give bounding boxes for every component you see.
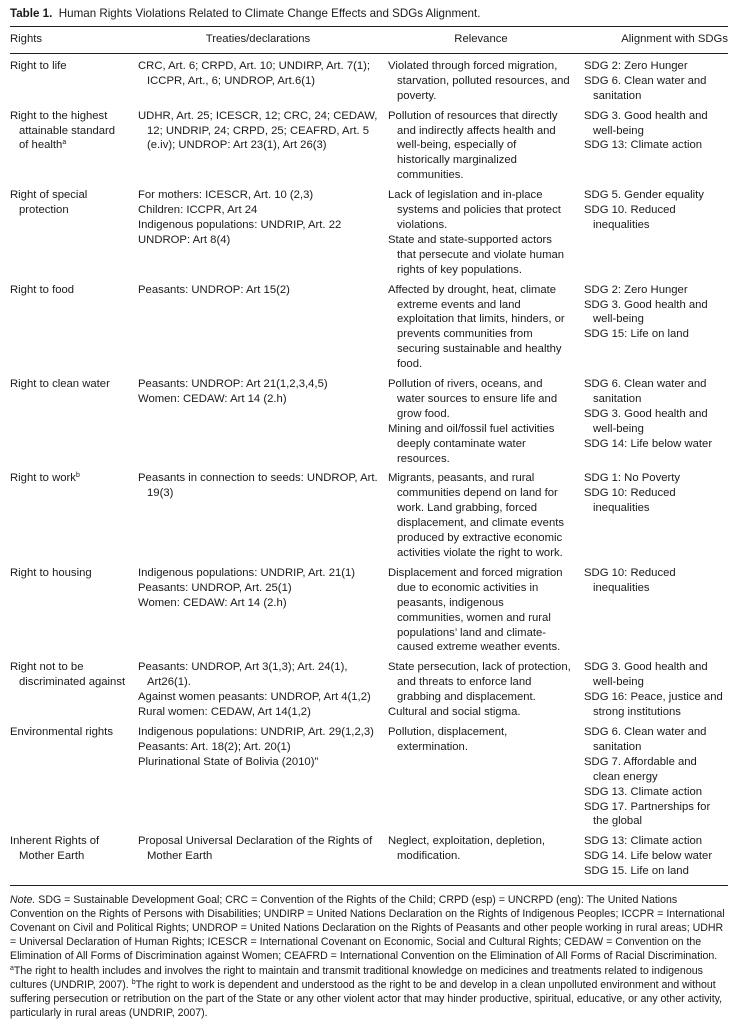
sdg-item: SDG 3. Good health and well-being xyxy=(584,661,708,689)
cell-treaties xyxy=(130,109,386,189)
cell-right xyxy=(10,566,130,660)
treaty-item: Rural women: CEDAW, Art 14(1,2) xyxy=(138,706,311,719)
treaty-item: Proposal Universal Declaration of the Rights of Mother Earth xyxy=(138,835,373,863)
cell-sdgs xyxy=(576,834,728,885)
relevance-item: Violated through forced migration, starvation, polluted resources, and poverty. xyxy=(388,59,570,102)
cell-right xyxy=(10,834,130,885)
cell-treaties xyxy=(130,377,386,471)
cell-sdgs xyxy=(576,188,728,282)
treaty-item: Peasants: Art. 18(2); Art. 20(1) xyxy=(138,740,291,753)
treaty-item: CRC, Art. 6; CRPD, Art. 10; UNDIRP, Art. 7(1); ICCPR, Art., 6; UNDROP, Art.6(1) xyxy=(138,59,371,87)
sdg-item: SDG 7. Affordable and clean energy xyxy=(584,755,697,783)
table-body xyxy=(10,53,728,885)
right-label: Right to housing xyxy=(10,566,92,579)
footnotes xyxy=(10,964,728,1020)
cell-right xyxy=(10,725,130,834)
cell-right xyxy=(10,109,130,189)
footnote-b: The right to work is dependent and understood as the right to be and develop in a clean unpolluted environment and without suffering persecution or retribution on the part of the State or any other violent actor that may hinder productive, spiritual, educative, or any other activity, particularly in rural areas (UNDRIP, 2007). xyxy=(10,978,723,1019)
sdg-item: SDG 14. Life below water xyxy=(584,850,713,863)
cell-treaties xyxy=(130,725,386,834)
right-label: Right not to be discriminated against xyxy=(10,661,126,689)
sdg-item: SDG 2: Zero Hunger xyxy=(584,283,688,296)
cell-right xyxy=(10,377,130,471)
cell-treaties xyxy=(130,834,386,885)
cell-relevance xyxy=(386,660,576,725)
treaty-item: UNDROP: Art 8(4) xyxy=(138,233,231,246)
cell-treaties xyxy=(130,188,386,282)
cell-sdgs xyxy=(576,566,728,660)
treaty-item: For mothers: ICESCR, Art. 10 (2,3) xyxy=(138,189,314,202)
relevance-item: Pollution of resources that directly and indirectly affects health and well-being, especially of historically marginalized communities. xyxy=(388,109,558,182)
cell-relevance xyxy=(386,283,576,377)
cell-sdgs xyxy=(576,471,728,565)
sdg-item: SDG 3. Good health and well-being xyxy=(584,109,708,137)
footnote-marker: b xyxy=(75,472,80,480)
sdg-item: SDG 15: Life on land xyxy=(584,328,689,341)
treaty-item: Peasants in connection to seeds: UNDROP, Art. 19(3) xyxy=(138,472,378,500)
cell-sdgs xyxy=(576,283,728,377)
relevance-item: Neglect, exploitation, depletion, modification. xyxy=(388,835,546,863)
treaty-item: Peasants: UNDROP, Art 3(1,3); Art. 24(1), Art26(1). xyxy=(138,661,348,689)
sdg-item: SDG 13: Climate action xyxy=(584,835,703,848)
note-label: Note. xyxy=(10,894,36,907)
right-label: Right to the highest attainable standard of health xyxy=(10,109,116,152)
cell-right xyxy=(10,283,130,377)
sdg-item: SDG 10. Reduced inequalities xyxy=(584,204,676,231)
sdg-item: SDG 13: Climate action xyxy=(584,139,703,152)
treaty-item: Women: CEDAW: Art 14 (2.h) xyxy=(138,596,287,609)
table-row xyxy=(10,283,728,377)
header-treaties: Treaties/declarations xyxy=(130,27,386,54)
cell-relevance xyxy=(386,53,576,108)
cell-right xyxy=(10,660,130,725)
right-label: Right of special protection xyxy=(10,189,88,217)
right-name xyxy=(10,725,126,740)
table-row xyxy=(10,53,728,108)
cell-sdgs xyxy=(576,377,728,471)
table-row xyxy=(10,471,728,565)
cell-relevance xyxy=(386,566,576,660)
sdg-item: SDG 3. Good health and well-being xyxy=(584,407,708,435)
sdg-item: SDG 6. Clean water and sanitation xyxy=(584,74,707,102)
treaty-item: Peasants: UNDROP, Art. 25(1) xyxy=(138,581,292,594)
cell-treaties xyxy=(130,660,386,725)
cell-right xyxy=(10,471,130,565)
treaty-item: Indigenous populations: UNDRIP, Art. 21(1) xyxy=(138,566,356,579)
cell-relevance xyxy=(386,188,576,282)
cell-right xyxy=(10,188,130,282)
cell-sdgs xyxy=(576,725,728,834)
footnote-a-mark: a xyxy=(10,964,14,972)
table-label: Table 1. xyxy=(10,7,53,20)
footnote-marker: a xyxy=(62,139,67,147)
treaty-item: Against women peasants: UNDROP, Art 4(1,2) xyxy=(138,691,371,704)
right-name xyxy=(10,59,126,74)
right-name xyxy=(10,377,126,392)
cell-relevance xyxy=(386,834,576,885)
footnote-a: The right to health includes and involves the right to maintain and transmit traditional knowledge on medicines and treatments related to indigenous cultures (UNDRIP, 2007). xyxy=(10,964,703,991)
relevance-item: Pollution, displacement, extermination. xyxy=(388,725,508,753)
treaty-item: Peasants: UNDROP: Art 15(2) xyxy=(138,283,290,296)
sdg-item: SDG 1: No Poverty xyxy=(584,472,681,485)
table-row xyxy=(10,109,728,189)
table-notes xyxy=(10,893,728,1020)
sdg-item: SDG 5. Gender equality xyxy=(584,189,704,202)
right-name xyxy=(10,660,126,690)
cell-relevance xyxy=(386,109,576,189)
cell-sdgs xyxy=(576,53,728,108)
table-row xyxy=(10,725,728,834)
sdg-item: SDG 14: Life below water xyxy=(584,437,713,450)
relevance-item: State persecution, lack of protection, and threats to enforce land grabbing and displacement. xyxy=(388,661,571,704)
relevance-item: Affected by drought, heat, climate extreme events and land exploitation that limits, hinders, or prevents communities from securing sustainable and healthy food. xyxy=(388,283,565,371)
header-row xyxy=(10,27,728,54)
cell-treaties xyxy=(130,566,386,660)
sdg-item: SDG 13. Climate action xyxy=(584,785,703,798)
sdg-item: SDG 17. Partnerships for the global xyxy=(584,800,711,828)
relevance-item: Lack of legislation and in-place systems and policies that protect violations. xyxy=(388,189,561,231)
right-label: Right to work xyxy=(10,472,76,485)
treaty-item: Peasants: UNDROP: Art 21(1,2,3,4,5) xyxy=(138,378,328,391)
cell-relevance xyxy=(386,377,576,471)
table-title: Human Rights Violations Related to Climate Change Effects and SDGs Alignment. xyxy=(58,7,481,20)
note-text: SDG = Sustainable Development Goal; CRC = Convention of the Rights of the Child; CRPD (esp) = UNCRPD (eng): The United Nations Convention on the Rights of Persons with Disabilities; UNDIRP = United Nations Declaration on the Rights of Indigenous Peoples; ICCPR = International Covenant on Civil and Political Rights; UNDROP = United Nations Declaration on the Rights of Peasants and other people working in rural areas; UDHR = Universal Declaration of Human Rights; ICESCR = International Covenant on Economic, Social and Cultural Rights; CEDAW = Convention on the Elimination of All Forms of Discrimination against Women; CEAFRD = International Convention on the Elimination of All Forms of Racial Discrimination. xyxy=(10,894,725,963)
right-label: Right to food xyxy=(10,283,75,296)
right-label: Environmental rights xyxy=(10,725,113,738)
cell-treaties xyxy=(130,53,386,108)
relevance-item: Pollution of rivers, oceans, and water sources to ensure life and grow food. xyxy=(388,378,558,420)
rights-table xyxy=(10,26,728,886)
right-name xyxy=(10,109,126,154)
footnote-b-mark: b xyxy=(131,978,136,986)
sdg-item: SDG 2: Zero Hunger xyxy=(584,59,688,72)
cell-treaties xyxy=(130,471,386,565)
right-label: Inherent Rights of Mother Earth xyxy=(10,835,100,863)
relevance-item: Migrants, peasants, and rural communities depend on land for work. Land grabbing, forced displacement, and climate events produced by extractive economic activities violate the right to work. xyxy=(388,472,565,559)
treaty-item: UDHR, Art. 25; ICESCR, 12; CRC, 24; CEDAW, 12; UNDRIP, 24; CRPD, 25; CEAFRD, Art. 5 (e.iv); UNDROP: Art 23(1), Art 26(3) xyxy=(138,109,378,152)
cell-relevance xyxy=(386,725,576,834)
cell-sdgs xyxy=(576,109,728,189)
right-name xyxy=(10,566,126,581)
right-label: Right to life xyxy=(10,59,67,72)
header-sdgs: Alignment with SDGs xyxy=(576,27,728,54)
relevance-item: State and state-supported actors that persecute and violate human rights of key populations. xyxy=(388,233,565,276)
relevance-item: Displacement and forced migration due to economic activities in peasants, indigenous communities, women and rural populations’ land and climate-caused extreme weather events. xyxy=(388,566,563,654)
sdg-item: SDG 10: Reduced inequalities xyxy=(584,566,676,594)
treaty-item: Children: ICCPR, Art 24 xyxy=(138,204,258,217)
right-name xyxy=(10,834,126,864)
right-name xyxy=(10,283,126,298)
right-name xyxy=(10,471,126,486)
sdg-item: SDG 16: Peace, justice and strong institutions xyxy=(584,691,723,719)
table-row xyxy=(10,566,728,660)
relevance-item: Mining and oil/fossil fuel activities deeply contaminate water resources. xyxy=(388,422,555,465)
sdg-item: SDG 6. Clean water and sanitation xyxy=(584,378,707,405)
right-label: Right to clean water xyxy=(10,378,110,391)
treaty-item: Women: CEDAW: Art 14 (2.h) xyxy=(138,392,287,405)
relevance-item: Cultural and social stigma. xyxy=(388,706,521,719)
header-relevance: Relevance xyxy=(386,27,576,54)
table-row xyxy=(10,377,728,471)
sdg-item: SDG 3. Good health and well-being xyxy=(584,298,708,326)
cell-relevance xyxy=(386,471,576,565)
sdg-item: SDG 10: Reduced inequalities xyxy=(584,487,676,515)
table-row xyxy=(10,188,728,282)
right-name xyxy=(10,188,126,218)
cell-sdgs xyxy=(576,660,728,725)
cell-right xyxy=(10,53,130,108)
treaty-item: Indigenous populations: UNDRIP, Art. 29(1,2,3) xyxy=(138,725,374,738)
sdg-item: SDG 6. Clean water and sanitation xyxy=(584,725,707,753)
table-row xyxy=(10,834,728,885)
cell-treaties xyxy=(130,283,386,377)
treaty-item: Indigenous populations: UNDRIP, Art. 22 xyxy=(138,218,342,231)
table-row xyxy=(10,660,728,725)
sdg-item: SDG 15. Life on land xyxy=(584,865,689,878)
table-caption xyxy=(10,6,728,21)
abbreviations-note xyxy=(10,893,728,963)
treaty-item: Plurinational State of Bolivia (2010)” xyxy=(138,755,319,768)
header-rights: Rights xyxy=(10,27,130,54)
